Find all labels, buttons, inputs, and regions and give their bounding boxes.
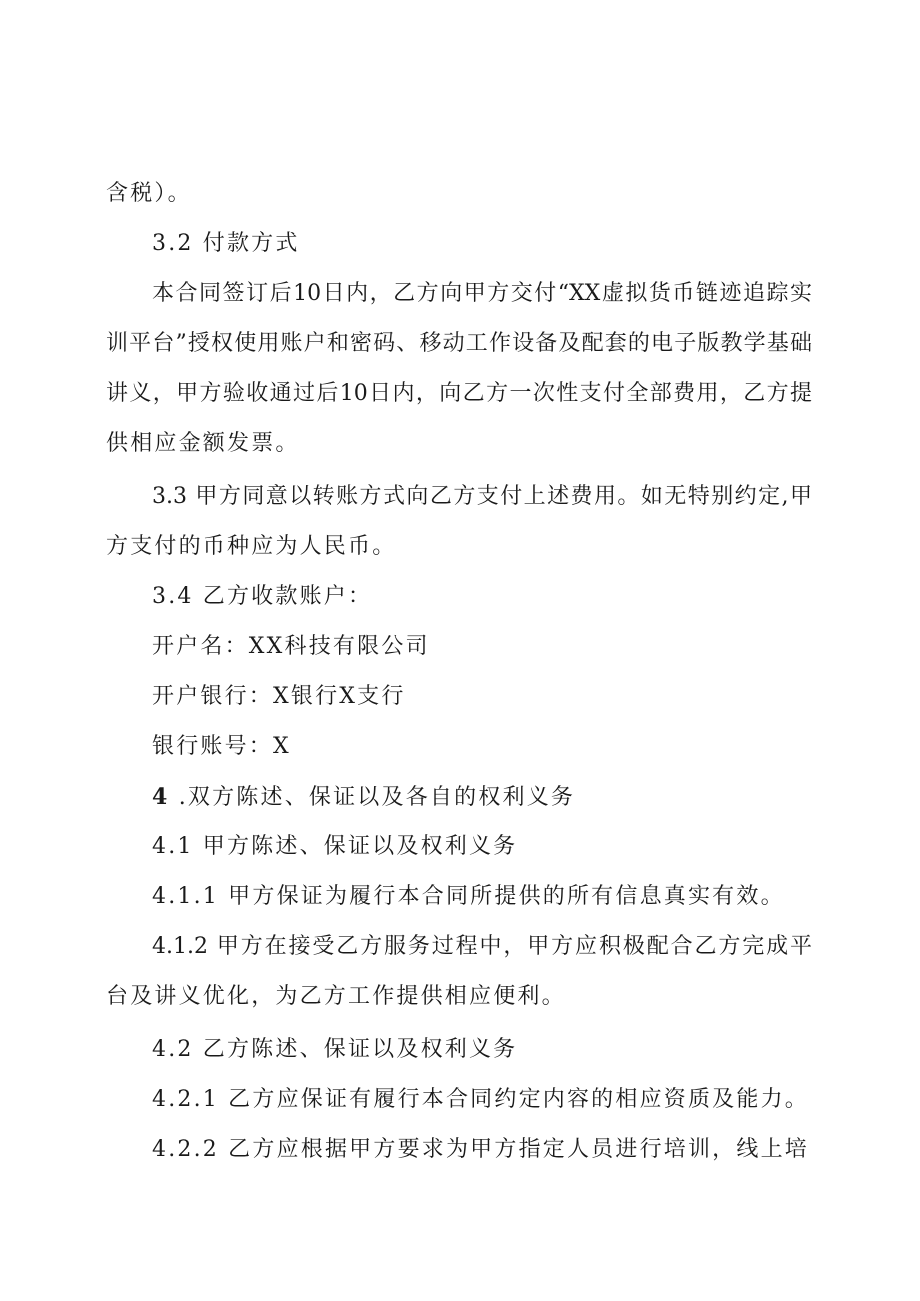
account-number-line: 银行账号：X xyxy=(152,734,291,759)
account-name-line: 开户名：XX科技有限公司 xyxy=(152,634,430,659)
paragraph-line: 本合同签订后10日内，乙方向甲方交付“XX虚拟货币链迹追踪实 xyxy=(152,281,812,306)
paragraph-line: 讲义，甲方验收通过后10日内，向乙方一次性支付全部费用，乙方提 xyxy=(106,381,812,406)
paragraph-line: 方支付的币种应为人民币。 xyxy=(106,534,397,559)
section-number-4: 4 xyxy=(152,784,170,810)
paragraph-line: 台及讲义优化，为乙方工作提供相应便利。 xyxy=(106,984,566,1009)
paragraph-line: 供相应金额发票。 xyxy=(106,431,300,456)
paragraph-line: 训平台”授权使用账户和密码、移动工作设备及配套的电子版教学基础 xyxy=(106,331,812,356)
section-heading-3-2: 3.2 付款方式 xyxy=(152,231,300,256)
text-line-tax-end: 含税）。 xyxy=(106,181,192,206)
section-heading-4-2: 4.2 乙方陈述、保证以及权利义务 xyxy=(152,1037,518,1062)
section-heading-3-4: 3.4 乙方收款账户： xyxy=(152,584,373,609)
clause-4-2-1: 4.2.1 乙方应保证有履行本合同约定内容的相应资质及能力。 xyxy=(152,1087,809,1112)
clause-4-1-2: 4.1.2 甲方在接受乙方服务过程中，甲方应积极配合乙方完成平 xyxy=(152,934,812,959)
clause-4-2-2: 4.2.2 乙方应根据甲方要求为甲方指定人员进行培训，线上培 xyxy=(152,1137,809,1162)
paragraph-line-3-3: 3.3 甲方同意以转账方式向乙方支付上述费用。如无特别约定,甲 xyxy=(152,484,812,509)
section-heading-4-1: 4.1 甲方陈述、保证以及权利义务 xyxy=(152,834,518,859)
bank-name-line: 开户银行：X银行X支行 xyxy=(152,684,406,709)
section-title-4: .双方陈述、保证以及各自的权利义务 xyxy=(178,785,576,810)
section-heading-4 xyxy=(152,782,575,813)
clause-4-1-1: 4.1.1 甲方保证为履行本合同所提供的所有信息真实有效。 xyxy=(152,884,785,909)
